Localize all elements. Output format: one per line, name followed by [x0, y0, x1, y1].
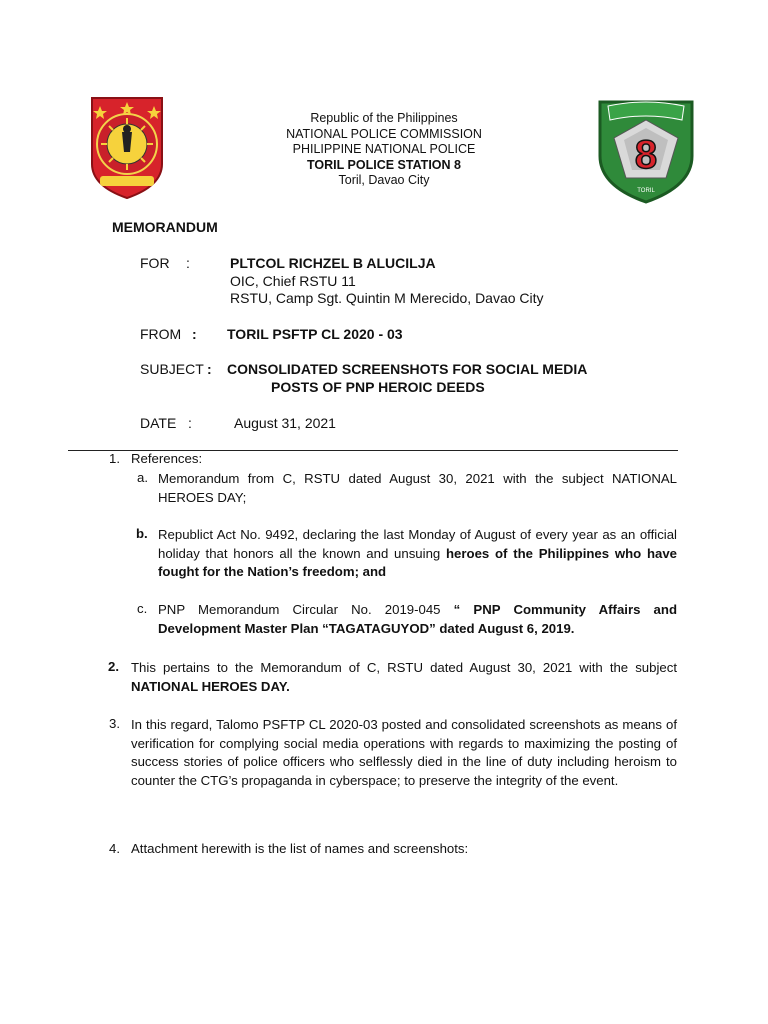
- svg-text:8: 8: [634, 133, 658, 177]
- item-2-number: 2.: [108, 659, 119, 674]
- ref-b-text-normal: Republict Act No. 9492, declaring the last Monday of August of every year as an official holiday that honors all the known and unsuing: [158, 527, 677, 561]
- header-line-location: Toril, Davao City: [338, 173, 430, 187]
- police-station-8-badge-logo: [596, 98, 696, 204]
- date-value: August 31, 2021: [234, 415, 336, 431]
- item-3-number: 3.: [109, 716, 120, 731]
- for-colon: :: [186, 255, 190, 271]
- item-2-text-bold: NATIONAL HEROES DAY.: [131, 678, 290, 694]
- ref-c-text-bold: “ PNP Community Affairs and Development Master Plan “TAGATAGUYOD” dated August 6, 2019.: [158, 602, 678, 636]
- ref-b-text: [158, 526, 677, 582]
- for-recipient-position: OIC, Chief RSTU 11: [230, 273, 356, 289]
- item-2-text: [131, 659, 677, 696]
- header-line-station: TORIL POLICE STATION 8: [307, 157, 461, 172]
- item-2-text-normal: This pertains to the Memorandum of C, RSTU dated August 30, 2021 with the subject: [131, 660, 677, 675]
- ref-c-letter: c.: [137, 601, 148, 616]
- header-line-napolcom: NATIONAL POLICE COMMISSION: [286, 126, 482, 141]
- svg-text:TORIL: TORIL: [637, 188, 655, 194]
- ref-b-letter: b.: [136, 526, 148, 541]
- subject-line-2: POSTS OF PNP HEROIC DEEDS: [271, 379, 485, 395]
- from-label: FROM: [140, 326, 182, 342]
- date-label: DATE: [140, 415, 177, 431]
- date-colon: :: [188, 415, 192, 431]
- for-recipient-address: RSTU, Camp Sgt. Quintin M Merecido, Davao City: [230, 290, 544, 306]
- for-label: FOR: [140, 255, 170, 271]
- item-1-text: References:: [131, 451, 203, 466]
- ref-c-text-normal: PNP Memorandum Circular No. 2019-045: [158, 602, 454, 617]
- subject-label: SUBJECT: [140, 361, 204, 377]
- ref-b-text-bold: heroes of the Philippines who have fought for the Nation’s freedom; and: [158, 545, 678, 579]
- memorandum-title: MEMORANDUM: [112, 219, 218, 235]
- header-line-pnp: PHILIPPINE NATIONAL POLICE: [292, 142, 476, 156]
- item-4-number: 4.: [109, 841, 120, 856]
- pnp-seal-logo: [86, 94, 168, 200]
- header-line-republic: Republic of the Philippines: [310, 111, 458, 125]
- for-recipient-name: PLTCOL RICHZEL B ALUCILJA: [230, 255, 436, 271]
- ref-a-text: Memorandum from C, RSTU dated August 30, 2021 with the subject NATIONAL HEROES DAY;: [158, 471, 677, 505]
- subject-line-1: CONSOLIDATED SCREENSHOTS FOR SOCIAL MEDIA: [227, 361, 588, 377]
- from-colon: :: [192, 326, 197, 342]
- letterhead: [270, 111, 498, 189]
- from-value: TORIL PSFTP CL 2020 - 03: [227, 326, 403, 342]
- item-3-text: In this regard, Talomo PSFTP CL 2020-03 posted and consolidated screenshots as means of verification for complying social media operations with regards to maximizing the posting of success stories of police officers who selflessly died in the line of duty including heroism to counter the CTG’s propaganda in cyberspace; to preserve the integrity of the event.: [131, 717, 677, 788]
- ref-c-text: [158, 601, 677, 638]
- ref-a-letter: a.: [137, 470, 148, 485]
- item-1-number: 1.: [109, 451, 120, 466]
- item-4-text: Attachment herewith is the list of names and screenshots:: [131, 841, 469, 856]
- subject-colon: :: [207, 361, 212, 377]
